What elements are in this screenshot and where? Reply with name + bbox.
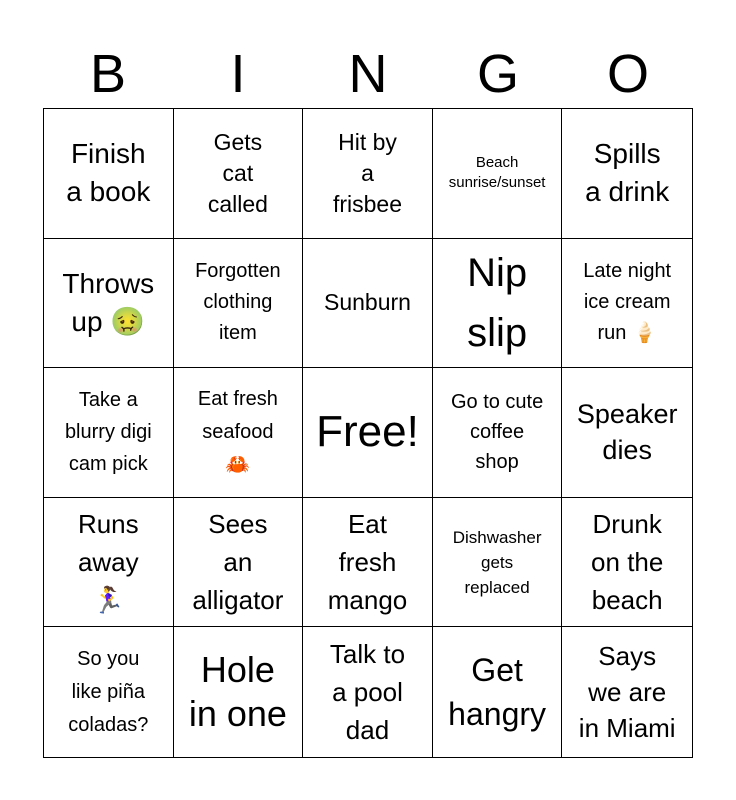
bingo-cell[interactable]: Finish a book [44,109,174,239]
bingo-cell[interactable]: Sees an alligator [174,498,304,628]
header-letter-o: O [606,44,649,104]
bingo-cell[interactable]: Get hangry [433,627,563,757]
free-space[interactable]: Free! [303,368,433,498]
bingo-cell[interactable]: Nip slip [433,239,563,369]
bingo-header [43,44,693,104]
bingo-cell[interactable]: Gets cat called [174,109,304,239]
bingo-cell[interactable]: Take a blurry digi cam pick [44,368,174,498]
bingo-cell[interactable]: Beach sunrise/sunset [433,109,563,239]
bingo-cell[interactable]: Hole in one [174,627,304,757]
bingo-cell[interactable]: Go to cute coffee shop [433,368,563,498]
bingo-cell[interactable]: Eat fresh seafood 🦀 [174,368,304,498]
header-letter-b: B [89,44,127,104]
bingo-grid [43,108,693,758]
bingo-cell[interactable]: Drunk on the beach [562,498,692,628]
bingo-cell[interactable]: Late night ice cream run 🍦 [562,239,692,369]
header-letter-i: I [230,44,246,104]
bingo-cell[interactable]: Hit by a frisbee [303,109,433,239]
bingo-cell[interactable]: Sunburn [303,239,433,369]
bingo-cell[interactable]: Throws up 🤢 [44,239,174,369]
header-letter-n: N [348,44,388,104]
bingo-cell[interactable]: Runs away 🏃‍♀️ [44,498,174,628]
header-letter-g: G [476,44,519,104]
bingo-cell[interactable]: So you like piña coladas? [44,627,174,757]
bingo-cell[interactable]: Says we are in Miami [578,641,676,744]
bingo-cell[interactable]: Spills a drink [562,109,692,239]
bingo-cell[interactable]: Dishwasher gets replaced [433,498,563,628]
bingo-cell[interactable]: Speaker dies [562,368,692,498]
bingo-cell[interactable]: Forgotten clothing item [174,239,304,369]
bingo-cell[interactable]: Eat fresh mango [303,498,433,628]
bingo-cell[interactable]: Talk to a pool dad [303,627,433,757]
